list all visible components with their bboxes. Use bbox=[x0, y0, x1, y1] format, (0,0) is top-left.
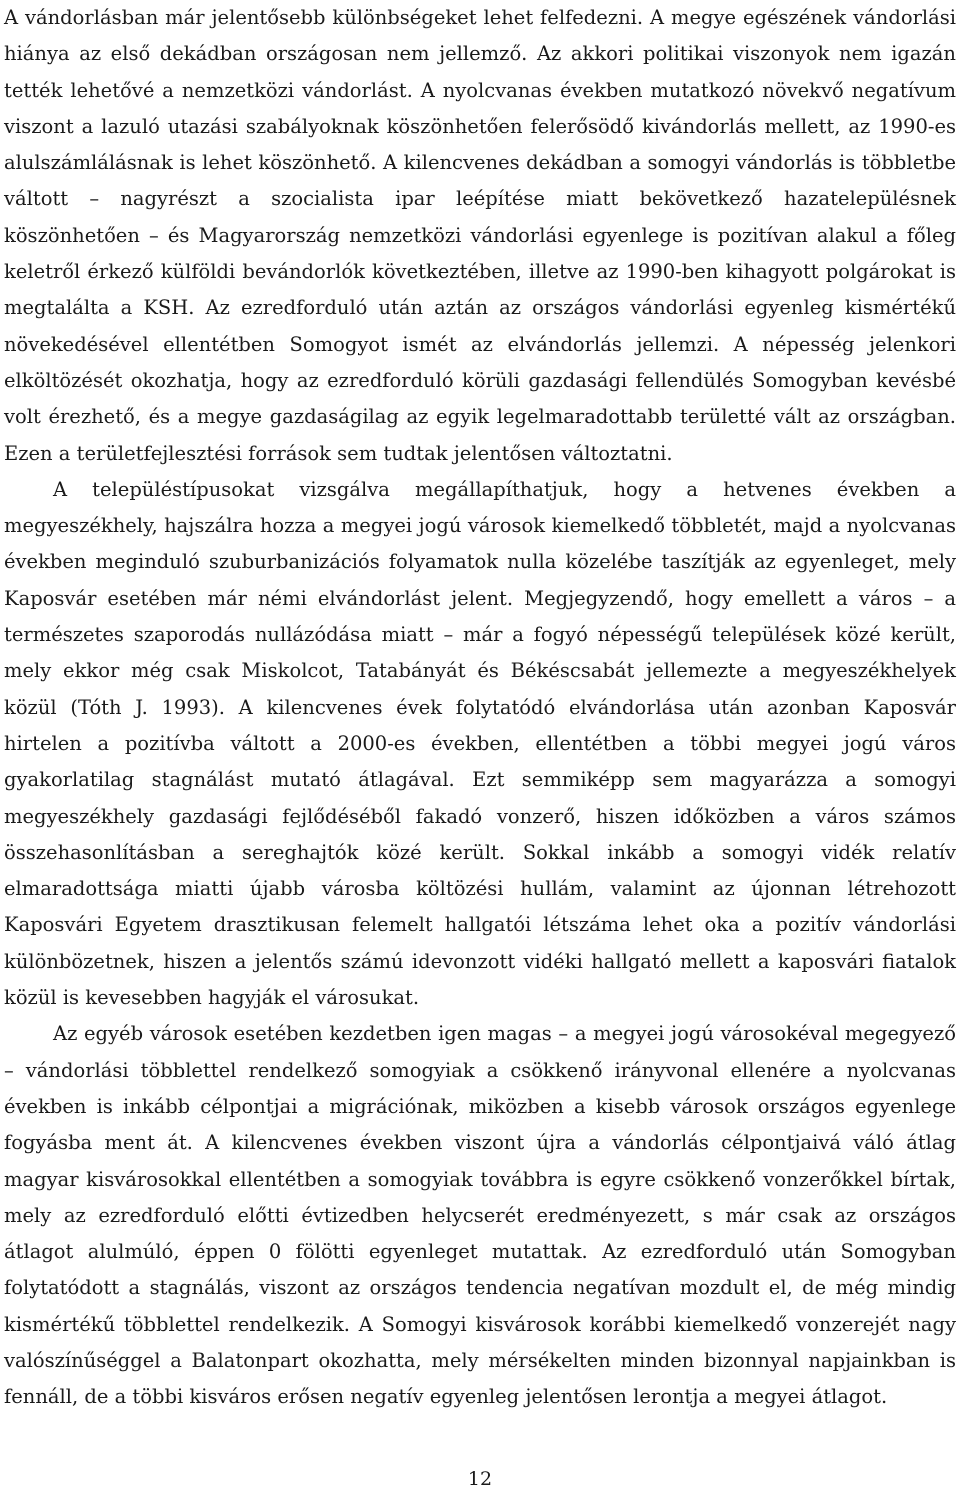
page-number: 12 bbox=[467, 1468, 493, 1490]
document-page bbox=[4, 0, 956, 1416]
paragraph-2: A településtípusokat vizsgálva megállapíthatjuk, hogy a hetvenes években a megyeszékhely, hajszálra hozza a megyei jogú városok kiemelkedő többletét, majd a nyolcvanas években meginduló szuburbanizációs folyamatok nulla közelébe taszítják az egyenleget, mely Kaposvár esetében már némi elvándorlást jelent. Megjegyzendő, hogy emellett a város – a természetes szaporodás nullázódása miatt – már a fogyó népességű települések közé került, mely ekkor még csak Miskolcot, Tatabányát és Békéscsabát jellemezte a megyeszékhelyek közül (Tóth J. 1993). A kilencvenes évek folytatódó elvándorlása után azonban Kaposvár hirtelen a pozitívba váltott a 2000-es években, ellentétben a többi megyei jogú város gyakorlatilag stagnálást mutató átlagával. Ezt semmiképp sem magyarázza a somogyi megyeszékhely gazdasági fejlődéséből fakadó vonzerő, hiszen időközben a város számos összehasonlításban a sereghajtók közé került. Sokkal inkább a somogyi vidék relatív elmaradottsága miatti újabb városba költözési hullám, valamint az újonnan létrehozott Kaposvári Egyetem drasztikusan felemelt hallgatói létszáma lehet oka a pozitív vándorlási különbözetnek, hiszen a jelentős számú idevonzott vidéki hallgató mellett a kaposvári fiatalok közül is kevesebben hagyják el városukat. bbox=[4, 477, 956, 1010]
paragraph-1: A vándorlásban már jelentősebb különbségeket lehet felfedezni. A megye egészének vándorlási hiánya az első dekádban országosan nem jellemző. Az akkori politikai viszonyok nem igazán tették lehetővé a nemzetközi vándorlást. A nyolcvanas években mutatkozó növekvő negatívum viszont a lazuló utazási szabályoknak köszönhetően felerősödő kivándorlás mellett, az 1990-es alulszámlálásnak is lehet köszönhető. A kilencvenes dekádban a somogyi vándorlás is többletbe váltott – nagyrészt a szocialista ipar leépítése miatt bekövetkező hazatelepülésnek köszönhetően – és Magyarország nemzetközi vándorlási egyenlege is pozitívan alakul a főleg keletről érkező külföldi bevándorlók következtében, illetve az 1990-ben kihagyott polgárokat is megtalálta a KSH. Az ezredforduló után aztán az országos vándorlási egyenleg kismértékű növekedésével ellentétben Somogyot ismét az elvándorlás jellemzi. A népesség jelenkori elköltözését okozhatja, hogy az ezredforduló körüli gazdasági fellendülés Somogyban kevésbé volt érezhető, és a megye gazdaságilag az egyik legelmaradottabb területté vált az országban. Ezen a területfejlesztési források sem tudtak jelentősen változtatni. bbox=[4, 6, 956, 465]
paragraph-3: Az egyéb városok esetében kezdetben igen magas – a megyei jogú városokéval megegyező – vándorlási többlettel rendelkező somogyiak a csökkenő irányvonal ellenére a nyolcvanas években is inkább célpontjai a migrációnak, miközben a kisebb városok országos egyenlege fogyásba ment át. A kilencvenes években viszont újra a vándorlás célpontjaivá váló átlag magyar kisvárosokkal ellentétben a somogyiak továbbra is egyre csökkenő vonzerőkkel bírtak, mely az ezredforduló előtti évtizedben helycserét eredményezett, s már csak az országos átlagot alulmúló, éppen 0 fölötti egyenleget mutattak. Az ezredforduló után Somogyban folytatódott a stagnálás, viszont az országos tendencia negatívan mozdult el, de még mindig kismértékű többlettel rendelkezik. A Somogyi kisvárosok korábbi kiemelkedő vonzerejét nagy valószínűséggel a Balatonpart okozhatta, mely mérsékelten minden bizonnyal napjainkban is fennáll, de a többi kisváros erősen negatív egyenleg jelentősen lerontja a megyei átlagot. bbox=[4, 1022, 956, 1409]
